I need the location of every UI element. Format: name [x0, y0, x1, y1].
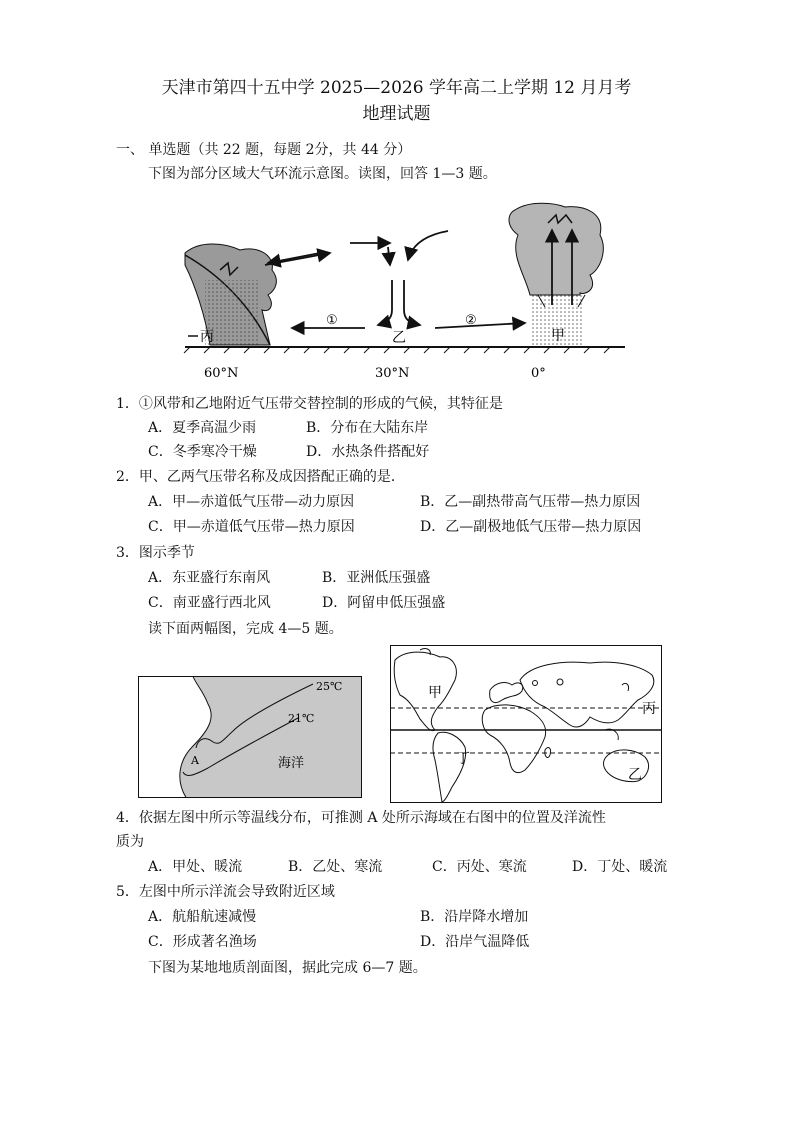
- label-circle-2: ②: [465, 313, 477, 328]
- q2-option-a: A．甲—赤道低气压带—动力原因: [148, 494, 355, 510]
- q4-option-a: A．甲处、暖流: [148, 859, 243, 875]
- q3-option-a: A．东亚盛行东南风: [148, 570, 271, 586]
- isotherm-map: [138, 676, 362, 798]
- q1-option-a: A．夏季高温少雨: [148, 420, 257, 436]
- section-heading: 一、 单选题（共 22 题，每题 2分，共 44 分）: [116, 142, 412, 158]
- map-label-ding: 丁: [456, 751, 470, 767]
- q2-option-c: C．甲—赤道低气压带—热力原因: [148, 519, 355, 535]
- label-bing: 丙: [200, 329, 214, 345]
- iso-25-label: 25℃: [316, 680, 343, 693]
- q3-option-b: B．亚洲低压强盛: [322, 570, 431, 586]
- map-label-yi: 乙: [628, 767, 642, 783]
- q4-stem-line2: 质为: [116, 834, 144, 850]
- q1-option-d: D．水热条件搭配好: [306, 444, 430, 460]
- map-label-jia: 甲: [428, 685, 442, 701]
- intro-q6-7: 下图为某地地质剖面图，据此完成 6—7 题。: [148, 960, 427, 976]
- q3-option-c: C．南亚盛行西北风: [148, 595, 271, 611]
- lat-30n: 30°N: [375, 366, 410, 381]
- q4-option-d: D．丁处、暖流: [572, 859, 668, 875]
- q5-option-b: B．沿岸降水增加: [420, 909, 529, 925]
- circulation-diagram: [180, 195, 630, 385]
- label-circle-1: ①: [326, 313, 338, 328]
- q1-option-c: C．冬季寒冷干燥: [148, 444, 257, 460]
- label-yi: 乙: [392, 330, 406, 346]
- q1-stem: 1．①风带和乙地附近气压带交替控制的形成的气候，其特征是: [116, 396, 503, 412]
- q4-option-b: B．乙处、寒流: [288, 859, 383, 875]
- ocean-label: 海洋: [278, 756, 305, 771]
- q4-stem-line1: 4．依据左图中所示等温线分布，可推测 A 处所示海域在右图中的位置及洋流性: [116, 810, 606, 826]
- exam-title: 天津市第四十五中学 2025—2026 学年高二上学期 12 月月考: [161, 78, 632, 98]
- exam-subtitle: 地理试题: [362, 104, 431, 124]
- q3-option-d: D．阿留申低压强盛: [322, 595, 446, 611]
- q2-option-b: B．乙—副热带高气压带—热力原因: [420, 494, 641, 510]
- lat-0: 0°: [531, 366, 546, 381]
- map-label-bing: 丙: [642, 701, 656, 717]
- iso-21-label: 21℃: [288, 712, 315, 725]
- q4-option-c: C．丙处、寒流: [432, 859, 527, 875]
- q1-option-b: B．分布在大陆东岸: [306, 420, 429, 436]
- q2-option-d: D．乙—副极地低气压带—热力原因: [420, 519, 642, 535]
- q2-stem: 2．甲、乙两气压带名称及成因搭配正确的是．: [116, 469, 405, 485]
- intro-q4-5: 读下面两幅图，完成 4—5 题。: [148, 621, 343, 637]
- lat-60n: 60°N: [204, 366, 239, 381]
- world-map: [390, 645, 662, 803]
- q5-option-c: C．形成著名渔场: [148, 934, 257, 950]
- q3-stem: 3．图示季节: [116, 545, 195, 561]
- q5-stem: 5．左图中所示洋流会导致附近区域: [116, 884, 335, 900]
- point-a-label: A: [191, 754, 199, 767]
- intro-q1-3: 下图为部分区域大气环流示意图。读图，回答 1—3 题。: [148, 166, 497, 182]
- label-jia: 甲: [551, 328, 565, 344]
- q5-option-a: A．航船航速减慢: [148, 909, 257, 925]
- ocean-area: [180, 677, 362, 798]
- q5-option-d: D．沿岸气温降低: [420, 934, 530, 950]
